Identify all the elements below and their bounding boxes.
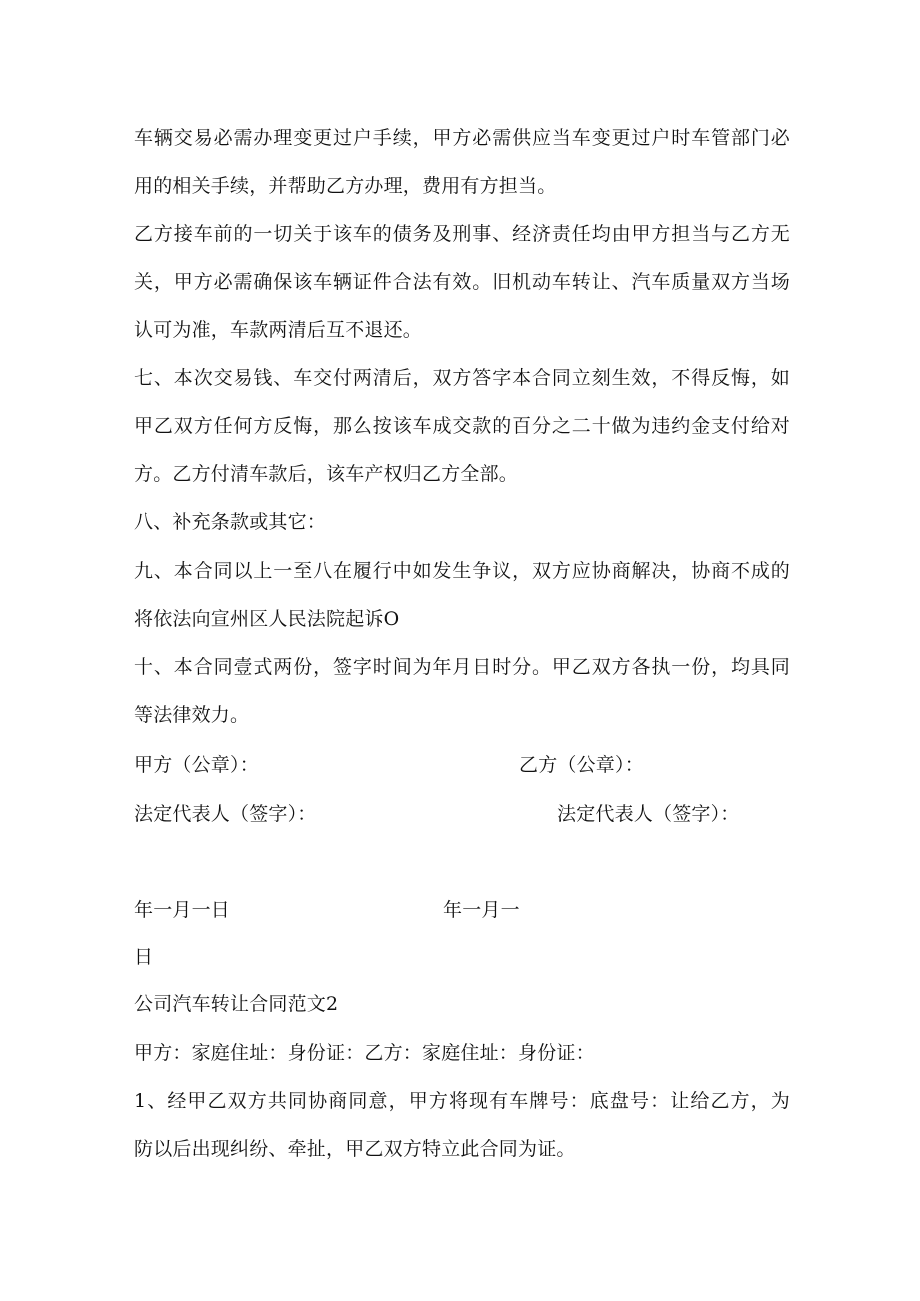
party-b-date-continued: 日 (134, 946, 154, 968)
party-a-rep-label: 法定代表人（签字）： (134, 803, 317, 825)
clause-ten-line: 等法律效力。 (134, 704, 250, 726)
second-contract-title: 公司汽车转让合同范文2 (134, 993, 339, 1015)
second-contract-clause-one-line: 防以后出现纠纷、牵扯，甲乙双方特立此合同为证。 (134, 1138, 576, 1160)
party-b-date: 年一月一 (443, 899, 520, 921)
paragraph-line: 关，甲方必需确保该车辆证件合法有效。旧机动车转让、汽车质量双方当场 (134, 271, 790, 293)
clause-seven-line: 方。乙方付清车款后，该车产权归乙方全部。 (134, 463, 519, 485)
paragraph-line: 用的相关手续，并帮助乙方办理，费用有方担当。 (134, 175, 557, 197)
paragraph-line: 认可为准，车款两清后互不退还。 (134, 319, 423, 341)
party-a-seal-label: 甲方（公章）： (134, 754, 259, 776)
paragraph-line: 车辆交易必需办理变更过户手续，甲方必需供应当车变更过户时车管部门必 (134, 127, 790, 149)
clause-seven-line: 七、本次交易钱、车交付两清后，双方答字本合同立刻生效，不得反悔，如 (134, 367, 790, 389)
clause-nine-line: 九、本合同以上一至八在履行中如发生争议，双方应协商解决，协商不成的 (134, 560, 790, 582)
second-contract-parties: 甲方：家庭住址：身份证：乙方：家庭住址：身份证： (134, 1042, 595, 1064)
party-b-seal-label: 乙方（公章）： (519, 754, 644, 776)
clause-nine-line: 将依法向宣州区人民法院起诉O (134, 608, 400, 630)
clause-ten-line: 十、本合同壹式两份，签字时间为年月日时分。甲乙双方各执一份，均具同 (134, 656, 790, 678)
clause-seven-line: 甲乙双方任何方反悔，那么按该车成交款的百分之二十做为违约金支付给对 (134, 415, 790, 437)
second-contract-clause-one-line: 1、经甲乙双方共同协商同意，甲方将现有车牌号：底盘号：让给乙方，为 (134, 1090, 790, 1112)
party-a-date: 年一月一日 (134, 899, 231, 921)
clause-eight: 八、补充条款或其它： (134, 511, 327, 533)
paragraph-line: 乙方接车前的一切关于该车的债务及刑事、经济责任均由甲方担当与乙方无 (134, 223, 790, 245)
party-b-rep-label: 法定代表人（签字）： (557, 803, 740, 825)
